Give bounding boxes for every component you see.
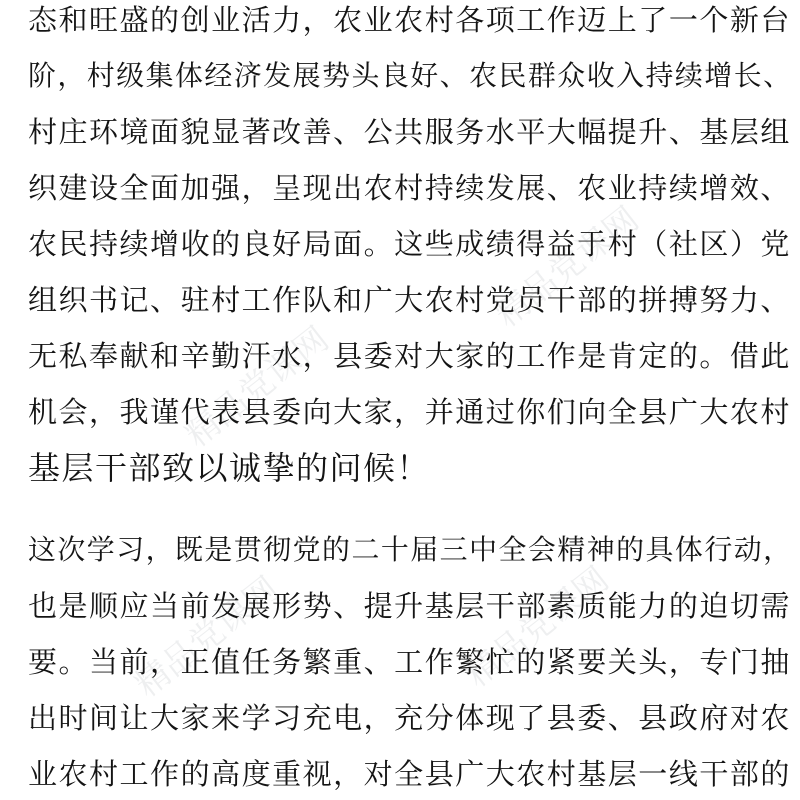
watermark-text: 精品党课网 — [127, 569, 287, 706]
watermark-text: 精品党课网 — [177, 319, 337, 456]
text-line: 业农村工作的高度重视，对全县广大农村基层一线干部的 — [28, 757, 791, 791]
text-line: 出时间让大家来学习充电，充分体现了县委、县政府对农 — [28, 701, 791, 735]
text-line: 阶，村级集体经济发展势头良好、农民群众收入持续增长、 — [28, 59, 793, 92]
text-line: 态和旺盛的创业活力，农业农村各项工作迈上了一个新台 — [28, 3, 791, 37]
text-line: 机会，我谨代表县委向大家，并通过你们向全县广大农村 — [28, 395, 791, 429]
watermark-text: 精品党课网 — [457, 559, 617, 696]
watermark-text: 精品党课网 — [487, 199, 647, 336]
text-line: 基层干部致以诚挚的问候！ — [28, 449, 431, 487]
text-line: 村庄环境面貌显著改善、公共服务水平大幅提升、基层组 — [28, 115, 791, 149]
text-line: 这次学习，既是贯彻党的二十届三中全会精神的具体行动， — [28, 533, 793, 566]
text-line: 织建设全面加强，呈现出农村持续发展、农业持续增效、 — [28, 171, 791, 205]
text-line: 要。当前，正值任务繁重、工作繁忙的紧要关头，专门抽 — [28, 645, 791, 679]
text-line: 无私奉献和辛勤汗水，县委对大家的工作是肯定的。借此 — [28, 339, 791, 373]
text-line: 组织书记、驻村工作队和广大农村党员干部的拼搏努力、 — [28, 283, 791, 317]
text-line: 农民持续增收的良好局面。这些成绩得益于村（社区）党 — [28, 227, 791, 261]
text-line: 也是顺应当前发展形势、提升基层干部素质能力的迫切需 — [28, 589, 791, 623]
